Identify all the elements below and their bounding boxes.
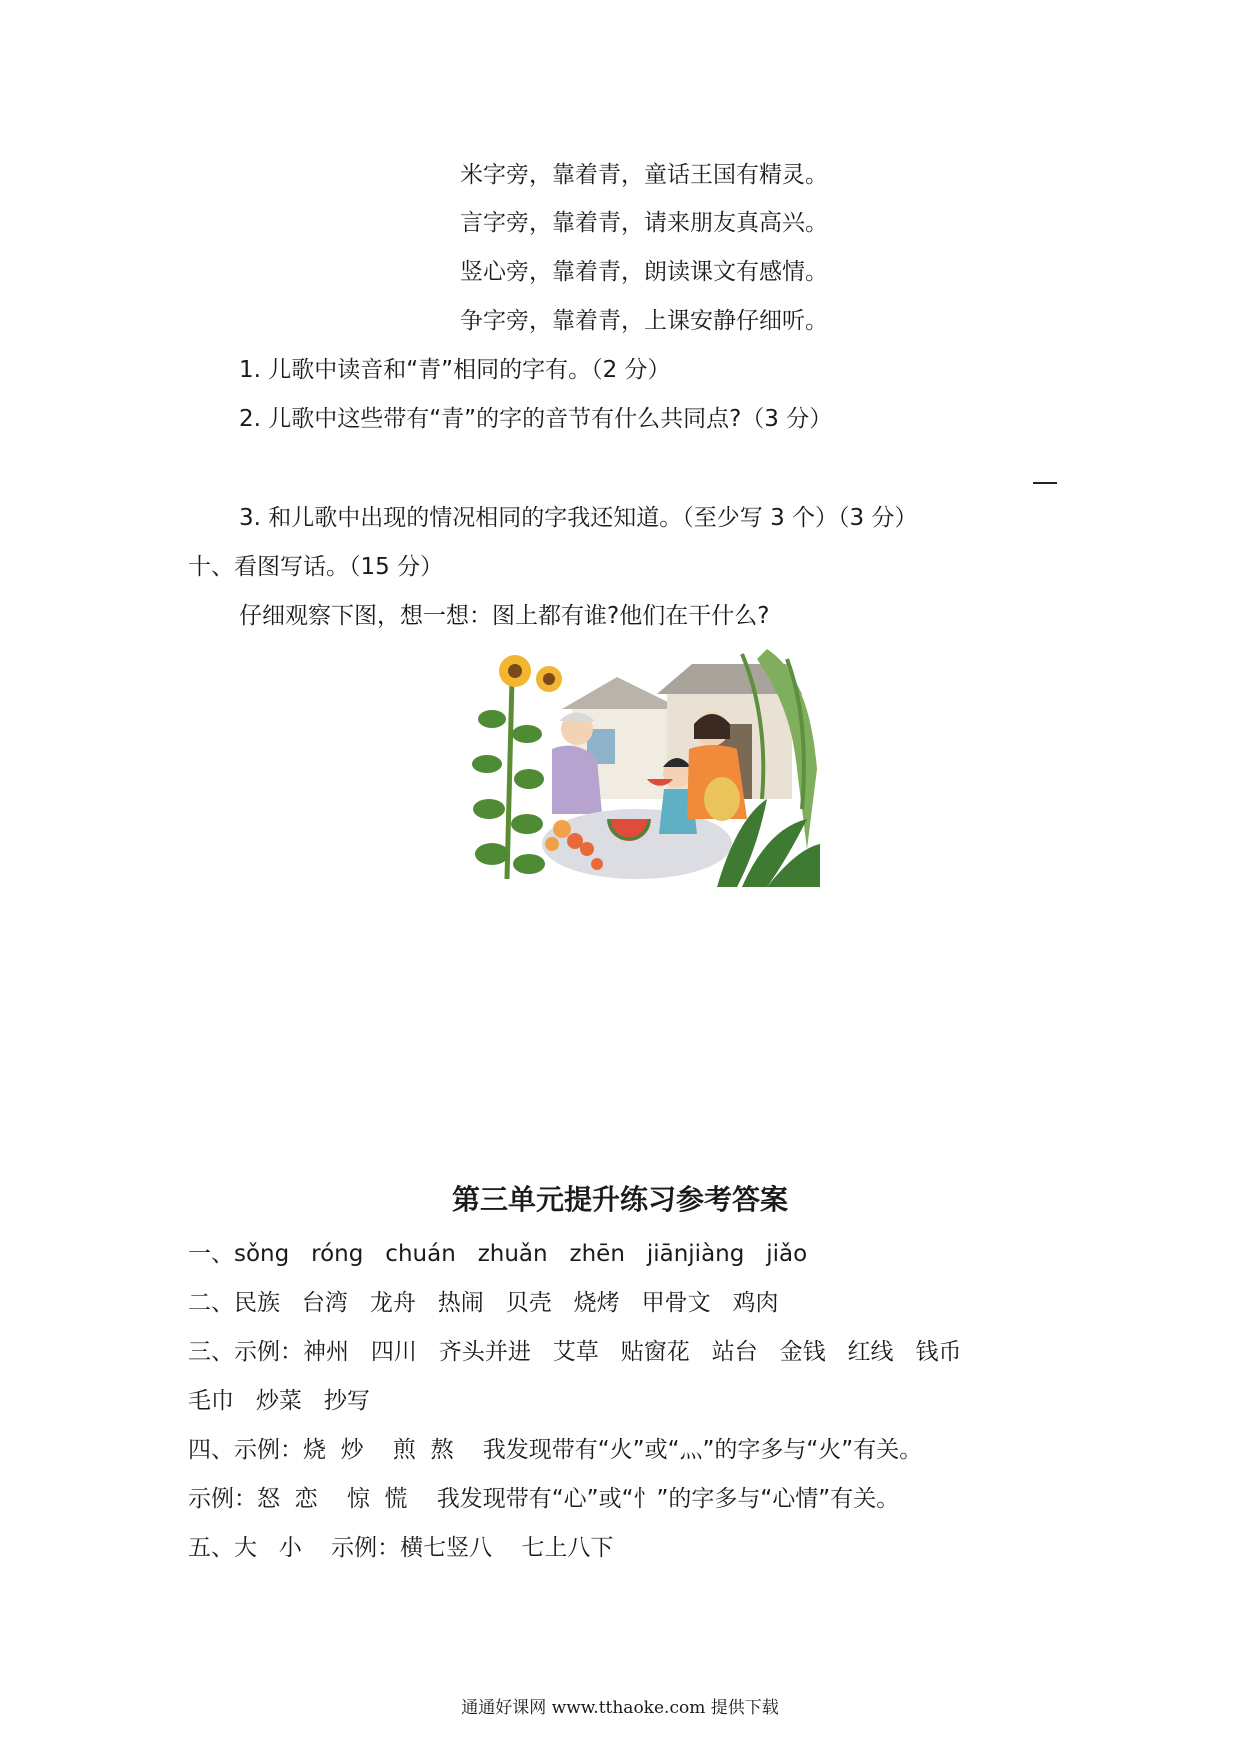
poem-line-3: 竖心旁，靠着青，朗读课文有感情。 (460, 259, 828, 285)
answer-3: 三、示例：神州 四川 齐头并进 艾草 贴窗花 站台 金钱 红线 钱币 (188, 1339, 962, 1365)
question-2: 2. 儿歌中这些带有“青”的字的音节有什么共同点?（3 分） (239, 406, 833, 432)
poem-line-2: 言字旁，靠着青，请来朋友真高兴。 (460, 210, 828, 236)
poem-line-4: 争字旁，靠着青，上课安静仔细听。 (460, 308, 828, 334)
fan (704, 777, 740, 821)
answer-blank-line (1033, 482, 1057, 484)
answer-2: 二、民族 台湾 龙舟 热闹 贝壳 烧烤 甲骨文 鸡肉 (188, 1290, 779, 1316)
answers-title: 第三单元提升练习参考答案 (451, 1183, 788, 1216)
section-ten-heading: 十、看图写话。（15 分） (188, 554, 444, 580)
footer: 通通好课网 www.tthaoke.com 提供下载 (461, 1698, 779, 1718)
answer-4-example: 示例：怒 恋 惊 慌 我发现带有“心”或“忄”的字多与“心情”有关。 (188, 1486, 900, 1512)
answer-4: 四、示例：烧 炒 煎 熬 我发现带有“火”或“灬”的字多与“火”有关。 (188, 1437, 923, 1463)
question-1: 1. 儿歌中读音和“青”相同的字有。（2 分） (239, 357, 671, 383)
answer-5: 五、大 小 示例：横七竖八 七上八下 (188, 1535, 614, 1561)
section-ten-instruction: 仔细观察下图，想一想：图上都有谁?他们在干什么? (239, 603, 770, 629)
answer-1: 一、sǒng róng chuán zhuǎn zhēn jiānjiàng jiǎo (188, 1241, 808, 1267)
picture-writing-illustration (467, 649, 820, 887)
poem-line-1: 米字旁，靠着青，童话王国有精灵。 (460, 162, 828, 188)
question-3: 3. 和儿歌中出现的情况相同的字我还知道。（至少写 3 个）（3 分） (239, 505, 918, 531)
answer-3-continued: 毛巾 炒菜 抄写 (188, 1388, 370, 1414)
